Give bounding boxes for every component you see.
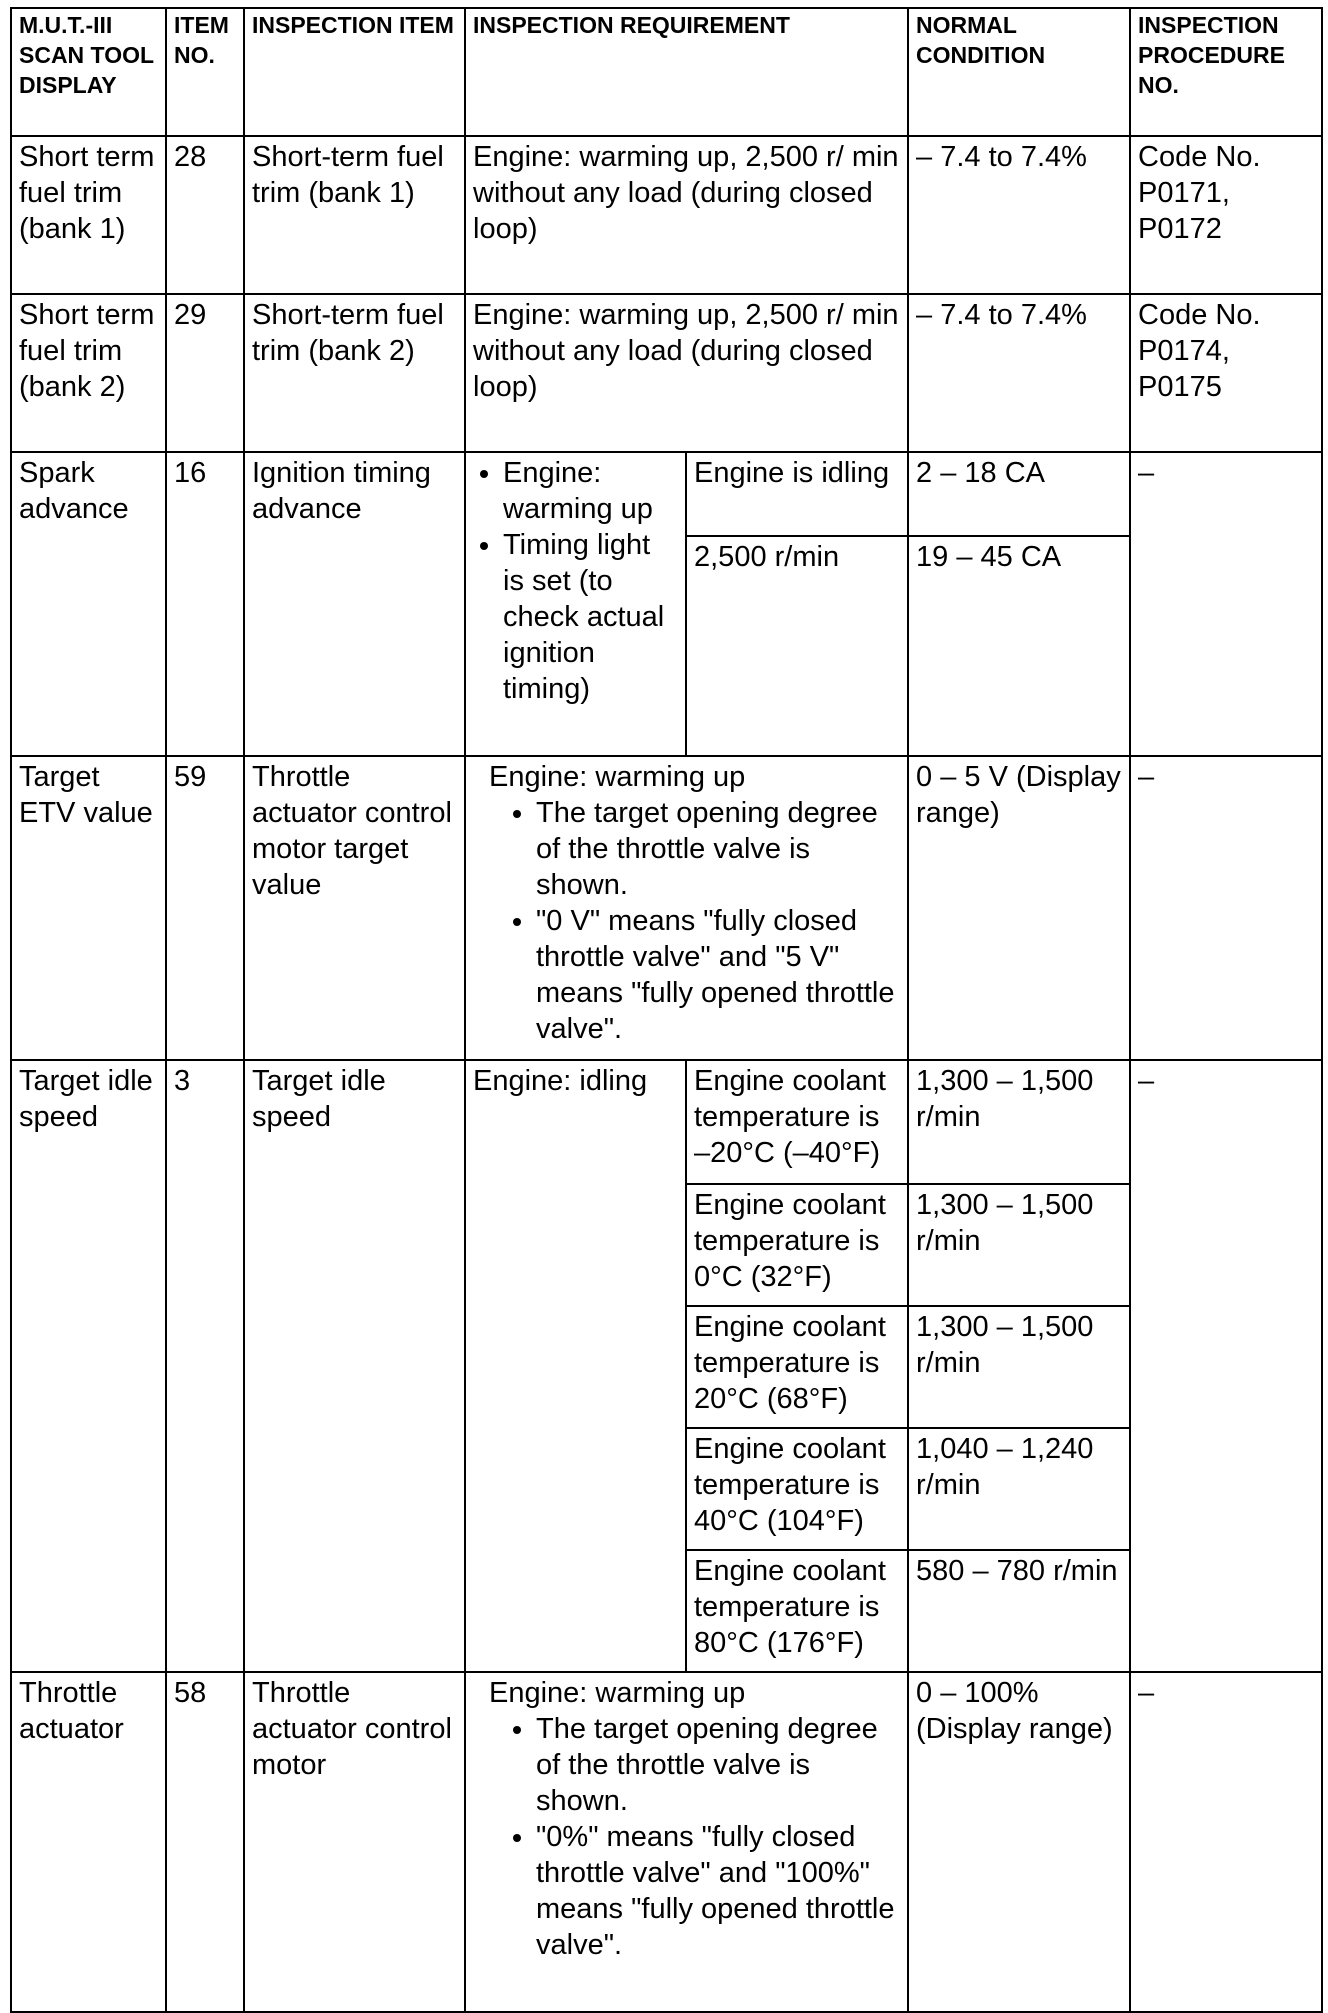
normal-cell: 1,300 – 1,500 r/min xyxy=(908,1184,1130,1306)
requirement-cell xyxy=(465,452,686,756)
normal-cell: – 7.4 to 7.4% xyxy=(908,136,1130,294)
requirement-cell: Engine: idling xyxy=(465,1060,686,1672)
requirement-cell: Engine: warming up, 2,500 r/ min without any load (during closed loop) xyxy=(465,294,908,452)
display-cell: Target idle speed xyxy=(11,1060,166,1672)
header-requirement: INSPECTION REQUIREMENT xyxy=(465,8,908,136)
display-cell: Short term fuel trim (bank 2) xyxy=(11,294,166,452)
list-item: • Engine: warming up xyxy=(503,455,677,527)
normal-cell: – 7.4 to 7.4% xyxy=(908,294,1130,452)
item-cell: Throttle actuator control motor xyxy=(244,1672,465,2012)
procedure-cell: – xyxy=(1130,756,1322,1060)
normal-cell: 1,300 – 1,500 r/min xyxy=(908,1306,1130,1428)
bullet-list xyxy=(473,455,677,707)
table-row xyxy=(11,136,1322,294)
normal-cell: 580 – 780 r/min xyxy=(908,1550,1130,1672)
list-item: • The target opening degree of the throttle valve is shown. xyxy=(536,1711,899,1819)
bullet-list xyxy=(473,795,899,1047)
procedure-cell: Code No. P0174, P0175 xyxy=(1130,294,1322,452)
list-item: • The target opening degree of the throttle valve is shown. xyxy=(536,795,899,903)
procedure-cell: – xyxy=(1130,452,1322,756)
item-cell: Short-term fuel trim (bank 2) xyxy=(244,294,465,452)
normal-cell: 2 – 18 CA xyxy=(908,452,1130,536)
normal-cell: 0 – 5 V (Display range) xyxy=(908,756,1130,1060)
requirement-cell xyxy=(465,1672,908,2012)
table-row xyxy=(11,1672,1322,2012)
header-item: INSPECTION ITEM xyxy=(244,8,465,136)
condition-cell: Engine coolant temperature is 0°C (32°F) xyxy=(686,1184,908,1306)
item-no-cell: 3 xyxy=(166,1060,244,1672)
item-cell: Throttle actuator control motor target value xyxy=(244,756,465,1060)
item-no-cell: 28 xyxy=(166,136,244,294)
condition-cell: 2,500 r/min xyxy=(686,536,908,756)
header-normal: NORMAL CONDITION xyxy=(908,8,1130,136)
item-no-cell: 58 xyxy=(166,1672,244,2012)
inspection-table xyxy=(10,7,1323,2013)
table-row xyxy=(11,452,1322,536)
display-cell: Throttle actuator xyxy=(11,1672,166,2012)
condition-cell: Engine coolant temperature is 20°C (68°F) xyxy=(686,1306,908,1428)
table-row xyxy=(11,294,1322,452)
requirement-cell xyxy=(465,756,908,1060)
procedure-cell: Code No. P0171, P0172 xyxy=(1130,136,1322,294)
header-item-no: ITEM NO. xyxy=(166,8,244,136)
requirement-lead: Engine: warming up xyxy=(489,1677,746,1709)
procedure-cell: – xyxy=(1130,1060,1322,1672)
item-cell: Short-term fuel trim (bank 1) xyxy=(244,136,465,294)
display-cell: Short term fuel trim (bank 1) xyxy=(11,136,166,294)
item-no-cell: 16 xyxy=(166,452,244,756)
list-item: • Timing light is set (to check actual ignition timing) xyxy=(503,527,677,707)
normal-cell: 0 – 100% (Display range) xyxy=(908,1672,1130,2012)
requirement-cell: Engine: warming up, 2,500 r/ min without any load (during closed loop) xyxy=(465,136,908,294)
header-procedure: INSPECTION PROCEDURE NO. xyxy=(1130,8,1322,136)
condition-cell: Engine coolant temperature is 80°C (176°F) xyxy=(686,1550,908,1672)
list-item: • "0%" means "fully closed throttle valve" and "100%" means "fully opened throttle valve". xyxy=(536,1819,899,1963)
item-no-cell: 29 xyxy=(166,294,244,452)
list-item: • "0 V" means "fully closed throttle valve" and "5 V" means "fully opened throttle valve". xyxy=(536,903,899,1047)
bullet-list xyxy=(473,1711,899,1963)
normal-cell: 19 – 45 CA xyxy=(908,536,1130,756)
item-no-cell: 59 xyxy=(166,756,244,1060)
item-cell: Ignition timing advance xyxy=(244,452,465,756)
table-row xyxy=(11,1060,1322,1184)
item-cell: Target idle speed xyxy=(244,1060,465,1672)
display-cell: Target ETV value xyxy=(11,756,166,1060)
normal-cell: 1,300 – 1,500 r/min xyxy=(908,1060,1130,1184)
table-row xyxy=(11,756,1322,1060)
condition-cell: Engine coolant temperature is 40°C (104°F) xyxy=(686,1428,908,1550)
display-cell: Spark advance xyxy=(11,452,166,756)
normal-cell: 1,040 – 1,240 r/min xyxy=(908,1428,1130,1550)
procedure-cell: – xyxy=(1130,1672,1322,2012)
header-row xyxy=(11,8,1322,136)
condition-cell: Engine is idling xyxy=(686,452,908,536)
condition-cell: Engine coolant temperature is –20°C (–40°F) xyxy=(686,1060,908,1184)
header-display: M.U.T.-III SCAN TOOL DISPLAY xyxy=(11,8,166,136)
requirement-lead: Engine: warming up xyxy=(489,761,746,793)
